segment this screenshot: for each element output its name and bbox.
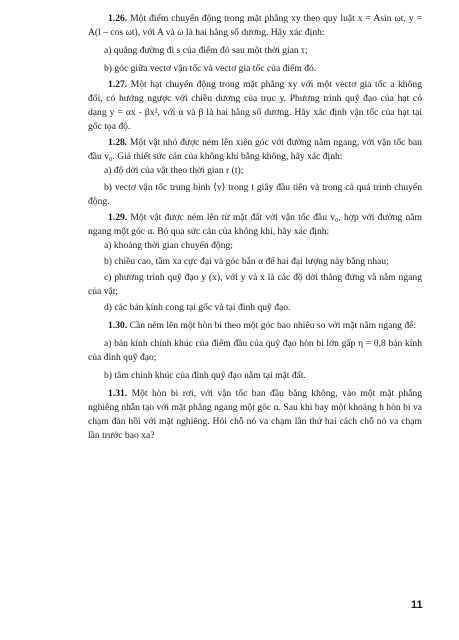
problem-1-31-intro xyxy=(88,387,422,443)
problem-1-26-item-b: b) góc giữa vectơ vận tốc và vectơ gia tốc của điểm đó. xyxy=(104,63,317,75)
problem-1-29-item-b: b) chiều cao, tầm xa cực đại và góc bắn α để hai đại lượng này bằng nhau; xyxy=(104,255,389,267)
problem-text: Một điểm chuyển động trong mặt phẳng xy theo quy luật x = Asin ωt, y = A(l – cos ωt), với A và ω là hai hằng số dương. Hãy xác định: xyxy=(88,13,422,39)
problem-1-29-item-d: d) các bán kính cong tại gốc và tại đỉnh quỹ đạo. xyxy=(104,301,291,313)
problem-number: 1.29. xyxy=(108,211,128,223)
problem-1-30-item-b: b) tâm chính khúc của đỉnh quỹ đạo nằm tại mặt đất. xyxy=(104,370,306,382)
page-body xyxy=(88,12,422,443)
problem-text: Cần ném lên một hòn bi theo một góc bao nhiêu so với mặt nằm ngang để: xyxy=(129,319,417,331)
problem-number: 1.28. xyxy=(108,137,128,149)
problem-1-28-item-b: b) vectơ vận tốc trung bình ⟨v⟩ trong t giây đầu tiên và trong cả quá trình chuyển động. xyxy=(88,181,422,207)
problem-1-30-item-a: a) bán kính chính khúc của điểm đầu của quỹ đạo hòn bi lớn gấp η = 0,8 bán kính của đỉnh quỹ đạo; xyxy=(88,337,422,364)
problem-1-27-intro xyxy=(88,78,422,134)
problem-text: Một vật nhỏ được ném lên xiên góc với đường nằm ngang, với vận tốc ban đầu v₀. Giả thiết sức cản của không khí bằng không, hãy xác định: xyxy=(88,137,422,163)
problem-1-30-intro xyxy=(88,319,422,333)
problem-text: Một vật được ném lên từ mặt đất với vận tốc đầu v₀, hợp với đường nằm ngang một góc α. Bỏ qua sức cản của không khí, hãy xác định: xyxy=(88,211,422,237)
problem-1-29-item-c: c) phương trình quỹ đạo y (x), với y và x là các độ dời thẳng đứng và nằm ngang của vật; xyxy=(88,271,422,297)
problem-1-29-intro xyxy=(88,211,422,239)
problem-number: 1.30. xyxy=(108,319,128,331)
problem-1-29-item-a: a) khoảng thời gian chuyển động; xyxy=(104,239,233,251)
problem-number: 1.27. xyxy=(108,79,128,91)
problem-1-26-intro xyxy=(88,12,422,40)
problem-text: Một hạt chuyển động trong mặt phẳng xy với một vectơ gia tốc a không đổi, có hướng ngược với chiều dương của trục y. Phương trình quỹ đạo của hạt có dạng y = αx - βx², với α và β là hai hằng số dương. Hãy xác định vận tốc của hạt tại gốc tọa độ. xyxy=(88,79,422,133)
problem-number: 1.26. xyxy=(108,13,128,24)
problem-number: 1.31. xyxy=(108,388,128,400)
problem-1-28-intro xyxy=(88,136,422,164)
problem-text: Một hòn bi rơi, với vận tốc ban đầu bằng không, vào một mặt phẳng nghiêng nhẵn tạo với mặt phẳng ngang một góc α. Sau khi bay một khoảng h hòn bi va chạm đàn hồi với mặt nghiêng. Hỏi chỗ nó va chạm lần thứ hai cách chỗ nó va chạm lần trước bao xa? xyxy=(88,388,422,442)
problem-1-28-item-a: a) độ dời của vật theo thời gian r (t); xyxy=(104,165,244,177)
page-number: 11 xyxy=(411,599,423,611)
problem-1-26-item-a: a) quãng đường đi s của điểm đó sau một thời gian τ; xyxy=(104,45,308,57)
